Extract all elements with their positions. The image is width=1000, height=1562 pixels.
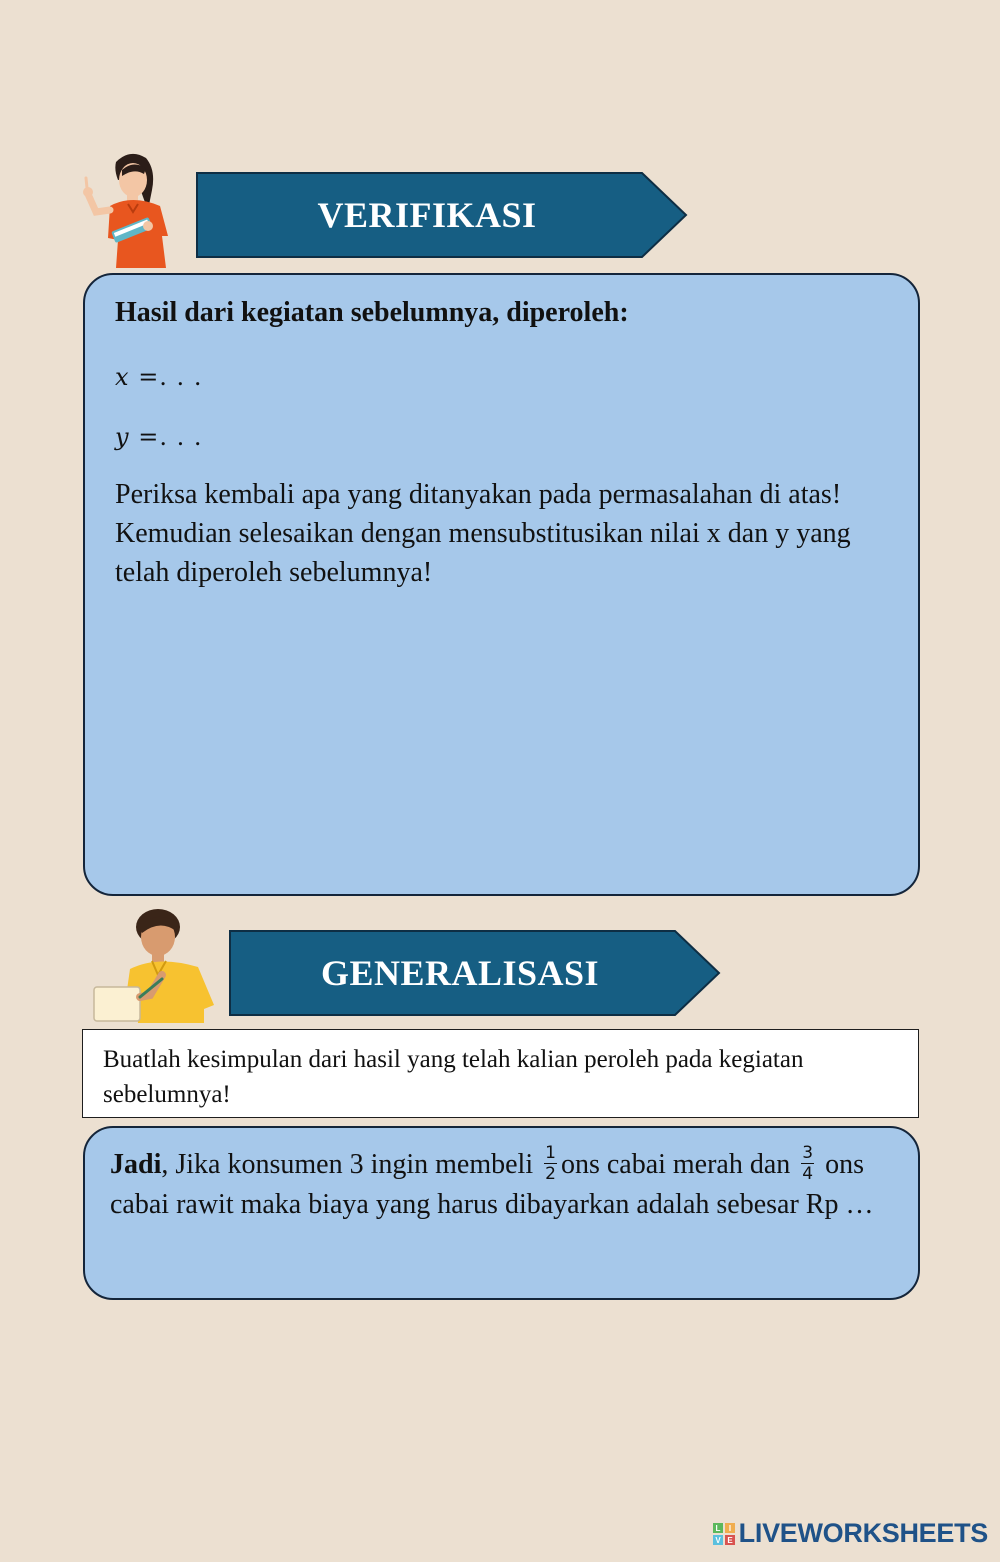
verifikasi-instruction: Periksa kembali apa yang ditanyakan pada permasalahan di atas! Kemudian selesaikan dengan mensubstitusikan nilai x dan y yang telah diperoleh sebelumnya!: [115, 479, 851, 588]
conclusion-text: [110, 1143, 900, 1223]
fraction-one-half: [544, 1143, 557, 1184]
x-variable: x: [115, 363, 130, 391]
fraction-1-numerator: 1: [545, 1143, 556, 1163]
logo-letter-e: E: [727, 1535, 733, 1545]
generalisasi-instruction: Buatlah kesimpulan dari hasil yang telah kalian peroleh pada kegiatan sebelumnya!: [103, 1046, 804, 1108]
fraction-2-numerator: 3: [802, 1143, 814, 1163]
verifikasi-title: VERIFIKASI: [317, 195, 537, 235]
generalisasi-banner: [229, 930, 721, 1016]
teacher-illustration: [78, 150, 182, 268]
generalisasi-title: GENERALISASI: [320, 953, 600, 993]
logo-letter-i: I: [728, 1523, 731, 1533]
fraction-1-denominator: 2: [545, 1164, 556, 1184]
generalisasi-instruction-box: [82, 1029, 919, 1118]
logo-letter-v: V: [715, 1535, 721, 1545]
x-blank: =. . .: [138, 363, 203, 391]
y-answer-line: [115, 423, 202, 451]
verifikasi-heading: Hasil dari kegiatan sebelumnya, diperoleh:: [115, 297, 629, 328]
conclusion-part-1: , Jika konsumen 3 ingin membeli: [161, 1148, 534, 1180]
liveworksheets-name: LIVEWORKSHEETS: [738, 1518, 988, 1548]
liveworksheets-logo-icon: [713, 1523, 735, 1545]
student-illustration: [90, 905, 220, 1023]
fraction-2-denominator: 4: [802, 1164, 814, 1184]
y-blank: =. . .: [138, 423, 203, 451]
conclusion-box: [83, 1126, 920, 1300]
liveworksheets-logo: [713, 1518, 988, 1549]
conclusion-part-3: ons cabai rawit maka biaya yang harus dibayarkan adalah sebesar Rp …: [110, 1148, 874, 1220]
verifikasi-box: [83, 273, 920, 896]
conclusion-part-2: ons cabai merah dan: [560, 1148, 791, 1180]
fraction-three-quarters: [801, 1143, 814, 1184]
y-variable: y: [115, 423, 130, 451]
verifikasi-banner: [196, 172, 688, 258]
x-answer-line: [115, 363, 202, 391]
conclusion-jadi: Jadi: [110, 1148, 162, 1180]
logo-letter-l: L: [715, 1523, 721, 1533]
